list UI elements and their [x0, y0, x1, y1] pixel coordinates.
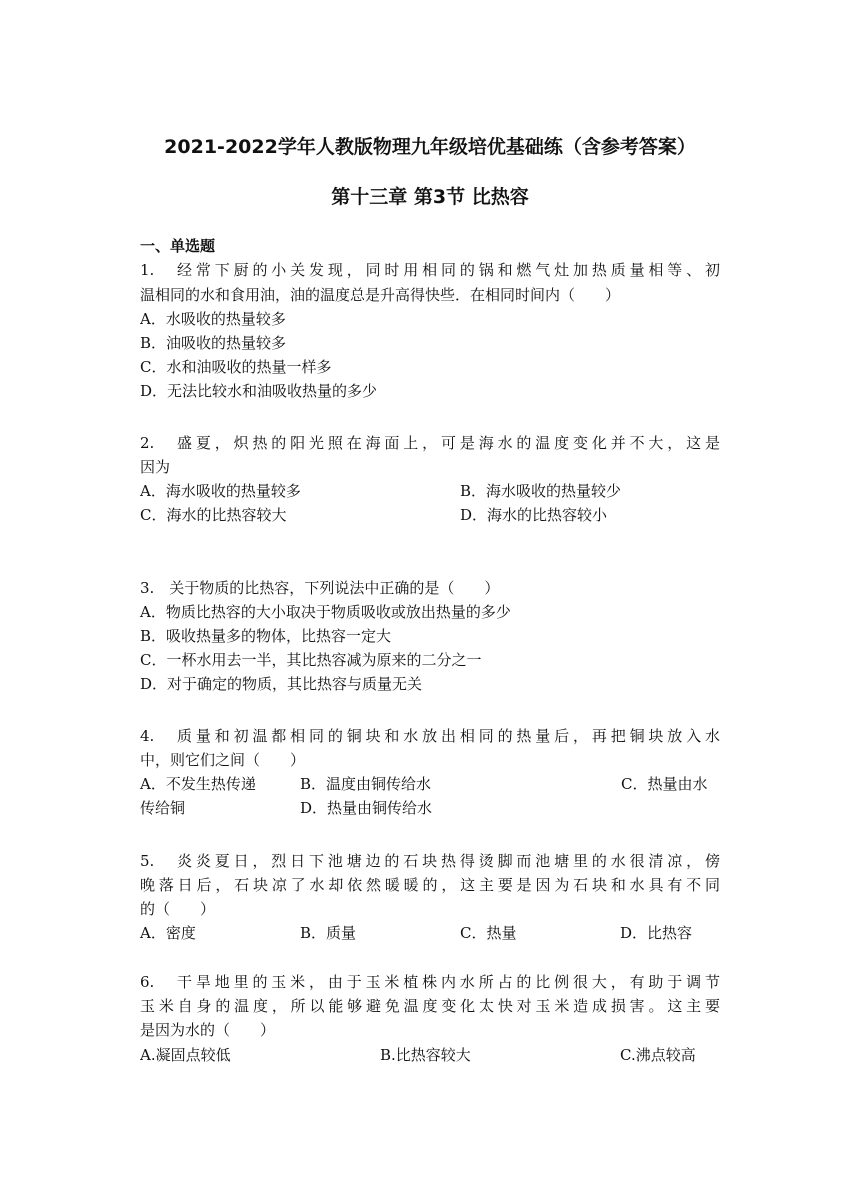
question-6-line-3: 是因为水的（ ） — [140, 1021, 276, 1039]
question-5-line-3: 的（ ） — [140, 900, 216, 918]
question-5-line-1: 5. 炎炎夏日，烈日下池塘边的石块热得烫脚而池塘里的水很清凉，傍 — [140, 852, 720, 870]
question-4-option-b: B．温度由铜传给水 — [300, 775, 432, 793]
question-2-option-d: D．海水的比热容较小 — [460, 506, 608, 524]
question-3-option-d: D．对于确定的物质，其比热容与质量无关 — [140, 675, 423, 693]
chapter-title: 第十三章 第3节 比热容 — [331, 186, 529, 208]
question-6-option-a: A.凝固点较低 — [140, 1046, 231, 1064]
question-4-option-a: A．不发生热传递 — [140, 775, 256, 793]
question-3-option-c: C．一杯水用去一半，其比热容减为原来的二分之一 — [140, 651, 482, 669]
question-1-line-1: 1. 经常下厨的小关发现，同时用相同的锅和燃气灶加热质量相等、初 — [140, 261, 720, 279]
question-2-option-b: B．海水吸收的热量较少 — [460, 482, 622, 500]
document-title: 2021-2022学年人教版物理九年级培优基础练（含参考答案） — [164, 136, 696, 158]
question-4-line-2: 中，则它们之间（ ） — [140, 751, 306, 769]
question-5-line-2: 晚落日后，石块凉了水却依然暖暖的，这主要是因为石块和水具有不同 — [140, 876, 720, 894]
question-5-option-c: C．热量 — [460, 924, 517, 942]
question-2-line-2: 因为 — [140, 458, 171, 476]
question-4-line-1: 4. 质量和初温都相同的铜块和水放出相同的热量后，再把铜块放入水 — [140, 727, 720, 745]
question-6-line-1: 6. 干旱地里的玉米，由于玉米植株内水所占的比例很大，有助于调节 — [140, 973, 720, 991]
question-1-option-d: D．无法比较水和油吸收热量的多少 — [140, 382, 378, 400]
question-5-option-b: B．质量 — [300, 924, 357, 942]
question-2-option-a: A．海水吸收的热量较多 — [140, 482, 301, 500]
question-5-option-a: A．密度 — [140, 924, 196, 942]
section-heading: 一、单选题 — [140, 237, 216, 255]
question-5-option-d: D．比热容 — [620, 924, 693, 942]
question-4-option-c-continued: 传给铜 — [140, 799, 186, 817]
question-2-option-c: C．海水的比热容较大 — [140, 506, 287, 524]
question-1-option-c: C．水和油吸收的热量一样多 — [140, 358, 332, 376]
question-3-option-b: B．吸收热量多的物体，比热容一定大 — [140, 627, 392, 645]
question-6-line-2: 玉米自身的温度，所以能够避免温度变化太快对玉米造成损害。这主要 — [140, 997, 720, 1015]
question-3-line-1: 3. 关于物质的比热容，下列说法中正确的是（ ） — [140, 579, 500, 597]
question-1-line-2: 温相同的水和食用油，油的温度总是升高得快些．在相同时间内（ ） — [140, 286, 621, 304]
question-4-option-c: C．热量由水 — [621, 775, 708, 793]
question-1-option-a: A．水吸收的热量较多 — [140, 310, 286, 328]
question-6-option-c: C.沸点较高 — [620, 1046, 696, 1064]
question-4-option-d: D．热量由铜传给水 — [300, 799, 433, 817]
question-6-option-b: B.比热容较大 — [380, 1046, 471, 1064]
question-2-line-1: 2. 盛夏，炽热的阳光照在海面上，可是海水的温度变化并不大，这是 — [140, 434, 720, 452]
question-3-option-a: A．物质比热容的大小取决于物质吸收或放出热量的多少 — [140, 603, 511, 621]
question-1-option-b: B．油吸收的热量较多 — [140, 334, 287, 352]
